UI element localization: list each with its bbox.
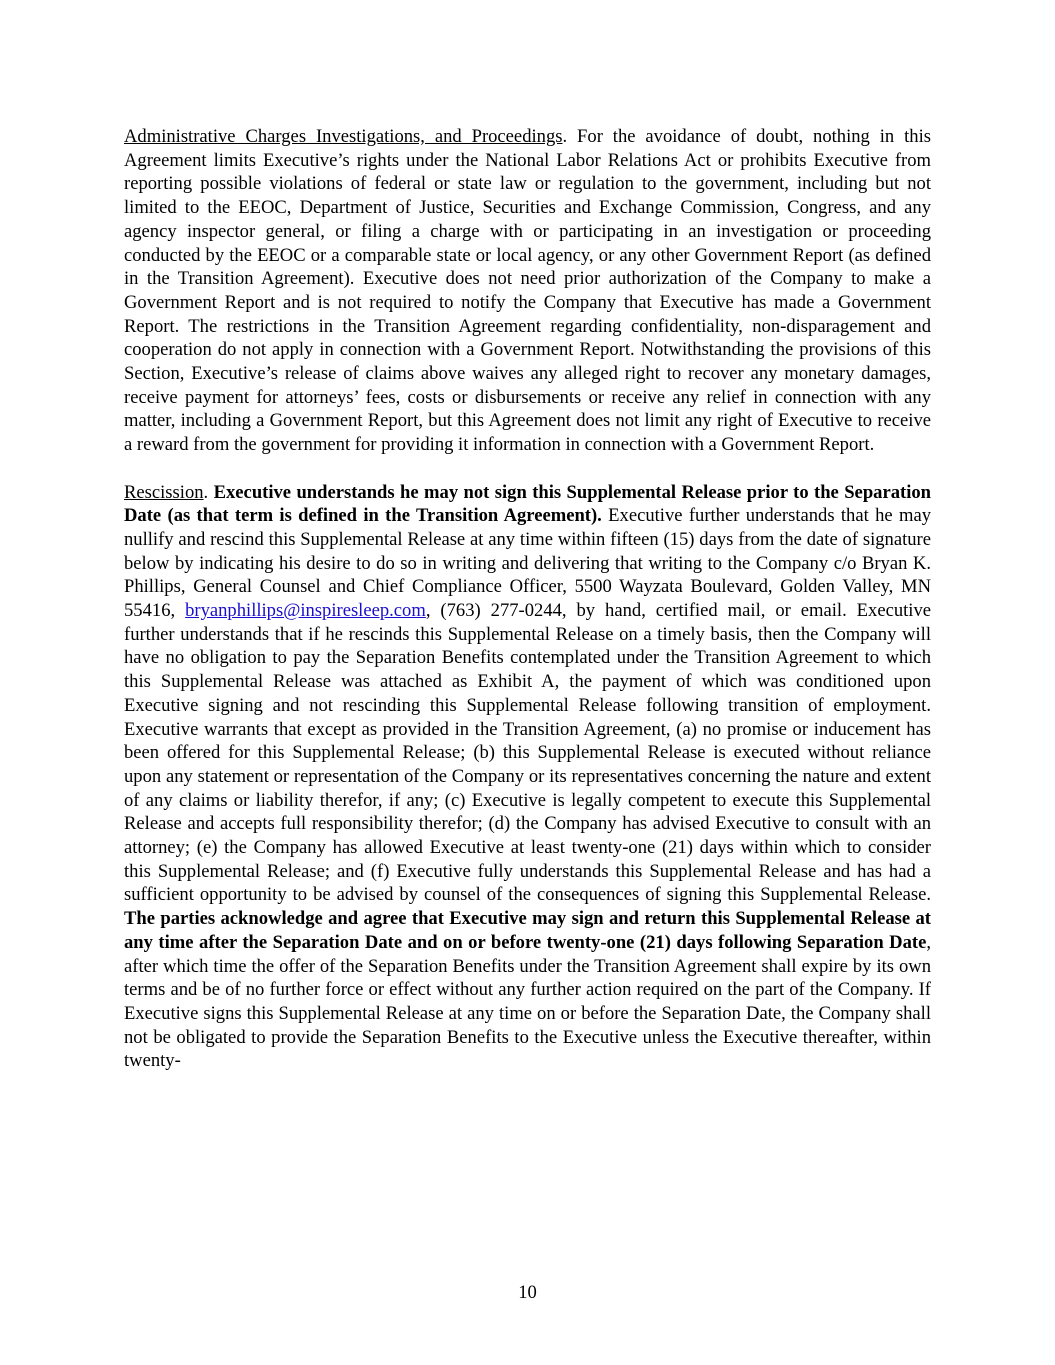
section-heading-rescission: Rescission (124, 481, 204, 503)
bold-statement-signing-window: The parties acknowledge and agree that Executive may sign and return this Supplemental Release at any time after the Separation Date and on or before twenty-one (21) days following Separation Date (124, 908, 931, 953)
page-number: 10 (518, 1282, 537, 1303)
paragraph-rescission (124, 481, 931, 1074)
paragraph-text: Executive further understands that he may nullify and rescind this Supplemental Release at any time within fifteen (15) days from the date of signature below by indicating his desire to do so in writing and delivering that writing to the Company c/o Bryan K. Phillips, General Counsel and Chief Compliance Officer, 5500 Wayzata Boulevard, Golden Valley, MN 55416, (124, 505, 931, 622)
paragraph-text: For the avoidance of doubt, nothing in this Agreement limits Executive’s rights under the National Labor Relations Act or prohibits Executive from reporting possible violations of federal or state law or regulation to the government, including but not limited to the EEOC, Department of Justice, Securities and Exchange Commission, Congress, and any agency inspector general, or filing a charge with or participating in an investigation or proceeding conducted by the EEOC or a comparable state or local agency, or any other Government Report (as defined in the Transition Agreement). Executive does not need prior authorization of the Company to make a Government Report and is not required to notify the Company that Executive has made a Government Report. The restrictions in the Transition Agreement regarding confidentiality, non-disparagement and cooperation do not apply in connection with a Government Report. Notwithstanding the provisions of this Section, Executive’s release of claims above waives any alleged right to recover any monetary damages, receive payment for attorneys’ fees, costs or disbursements or receive any relief in connection with any matter, including a Government Report, but this Agreement does not limit any right of Executive to receive a reward from the government for providing it information in connection with a Government Report. (124, 126, 931, 456)
heading-punctuation: . (203, 481, 214, 503)
heading-punctuation: . (562, 126, 568, 147)
document-body (124, 125, 931, 1097)
paragraph-text: , after which time the offer of the Separation Benefits under the Transition Agreement shall expire by its own terms and be of no further force or effect without any further action required on the part of the Company. If Executive signs this Supplemental Release at any time on or before the Separation Date, the Company shall not be obligated to provide the Separation Benefits to the Executive unless the Executive thereafter, within twenty- (124, 931, 931, 1072)
email-link[interactable]: bryanphillips@inspiresleep.com (185, 600, 426, 622)
bold-statement-signing-restriction: Executive understands he may not sign this Supplemental Release prior to the Separation Date (as that term is defined in the Transition Agreement). (124, 481, 931, 527)
section-heading-administrative-charges: Administrative Charges Investigations, and Proceedings (124, 126, 563, 147)
paragraph-administrative-charges (124, 125, 931, 457)
paragraph-text: , (763) 277-0244, by hand, certified mail, or email. Executive further understands that if he rescinds this Supplemental Release on a timely basis, then the Company will have no obligation to pay the Separation Benefits contemplated under the Transition Agreement to which this Supplemental Release was attached as Exhibit A, the payment of which was conditioned upon Executive signing and not rescinding this Supplemental Release following transition of employment. Executive warrants that except as provided in the Transition Agreement, (a) no promise or inducement has been offered for this Supplemental Release; (b) this Supplemental Release is executed without reliance upon any statement or representation of the Company or its representatives concerning the nature and extent of any claims or liability therefor, if any; (c) Executive is legally competent to execute this Supplemental Release and accepts full responsibility therefor; (d) the Company has advised Executive to consult with an attorney; (e) the Company has allowed Executive at least twenty-one (21) days within which to consider this Supplemental Release; and (f) Executive fully understands this Supplemental Release and has had a sufficient opportunity to be advised by counsel of the consequences of signing this Supplemental Release. (124, 600, 931, 906)
